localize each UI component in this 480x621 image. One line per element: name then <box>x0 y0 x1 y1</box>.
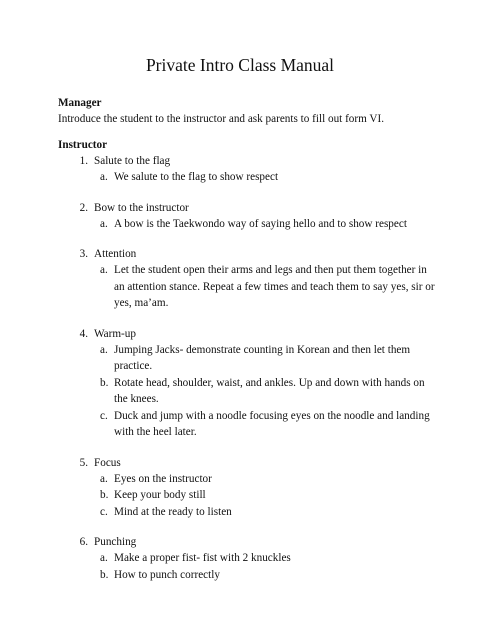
substep-letter: a. <box>100 472 108 485</box>
step-number: 6. <box>79 536 88 548</box>
substep-letter: b. <box>100 489 109 501</box>
substep-list <box>58 342 438 441</box>
substep-list <box>58 471 438 521</box>
substep-item <box>100 471 438 488</box>
step-item <box>58 455 438 521</box>
substep-item <box>100 342 438 375</box>
manager-text: Introduce the student to the instructor and ask parents to fill out form VI. <box>58 113 385 125</box>
instructor-heading: Instructor <box>58 139 108 151</box>
step-label: Salute to the flag <box>94 155 171 167</box>
substep-list <box>58 169 438 186</box>
step-item <box>58 326 438 441</box>
instructor-section <box>58 137 438 597</box>
step-label: Attention <box>94 248 137 260</box>
step-number: 5. <box>79 456 88 469</box>
step-item <box>58 153 438 186</box>
substep-text: Jumping Jacks- demonstrate counting in Korean and then let them practice. <box>114 343 411 372</box>
step-number: 2. <box>79 201 88 214</box>
substep-item <box>100 216 438 233</box>
step-row <box>58 200 438 216</box>
step-item <box>58 200 438 233</box>
step-row <box>58 534 438 550</box>
substep-text: Make a proper fist- fist with 2 knuckles <box>114 552 291 564</box>
substep-item <box>100 375 438 408</box>
document-title: Private Intro Class Manual <box>145 55 335 75</box>
step-label: Warm-up <box>94 327 136 340</box>
substep-list <box>58 550 438 583</box>
substep-list <box>58 216 438 233</box>
substep-letter: c. <box>100 409 108 422</box>
substep-letter: c. <box>100 505 108 518</box>
substep-letter: a. <box>100 171 108 183</box>
substep-letter: a. <box>100 264 108 276</box>
substep-letter: a. <box>100 343 108 356</box>
step-row <box>58 153 438 169</box>
substep-item <box>100 487 438 504</box>
substep-text: A bow is the Taekwondo way of saying hello and to show respect <box>114 217 407 230</box>
substep-item <box>100 504 438 521</box>
substep-text: Keep your body still <box>114 489 206 501</box>
substep-letter: b. <box>100 568 109 581</box>
substep-text: We salute to the flag to show respect <box>114 171 279 183</box>
substep-text: Mind at the ready to listen <box>114 505 232 518</box>
step-label: Focus <box>94 456 121 469</box>
substep-item <box>100 262 438 312</box>
step-item <box>58 246 438 312</box>
substep-text: How to punch correctly <box>114 568 220 581</box>
manager-section <box>58 95 438 127</box>
substep-item <box>100 169 438 186</box>
substep-text: Let the student open their arms and legs and then put them together in an attention stance. Repeat a few times and teach them to say yes, sir or yes, ma’am. <box>114 264 435 309</box>
step-number: 3. <box>79 248 88 260</box>
step-row <box>58 246 438 262</box>
substep-text: Duck and jump with a noodle focusing eyes on the noodle and landing with the heel later. <box>114 409 430 438</box>
instructor-steps-list <box>58 153 438 583</box>
step-number: 4. <box>79 327 88 340</box>
substep-letter: a. <box>100 552 108 564</box>
step-row <box>58 326 438 342</box>
substep-letter: a. <box>100 217 108 230</box>
substep-list <box>58 262 438 312</box>
manager-heading: Manager <box>58 97 102 109</box>
step-number: 1. <box>79 155 88 167</box>
substep-item <box>100 550 438 567</box>
substep-text: Rotate head, shoulder, waist, and ankles. Up and down with hands on the knees. <box>114 376 425 405</box>
step-label: Bow to the instructor <box>94 201 189 214</box>
step-label: Punching <box>94 536 137 548</box>
substep-item <box>100 567 438 584</box>
step-row <box>58 455 438 471</box>
substep-text: Eyes on the instructor <box>114 472 212 485</box>
substep-item <box>100 408 438 441</box>
substep-letter: b. <box>100 376 109 389</box>
step-item <box>58 534 438 583</box>
